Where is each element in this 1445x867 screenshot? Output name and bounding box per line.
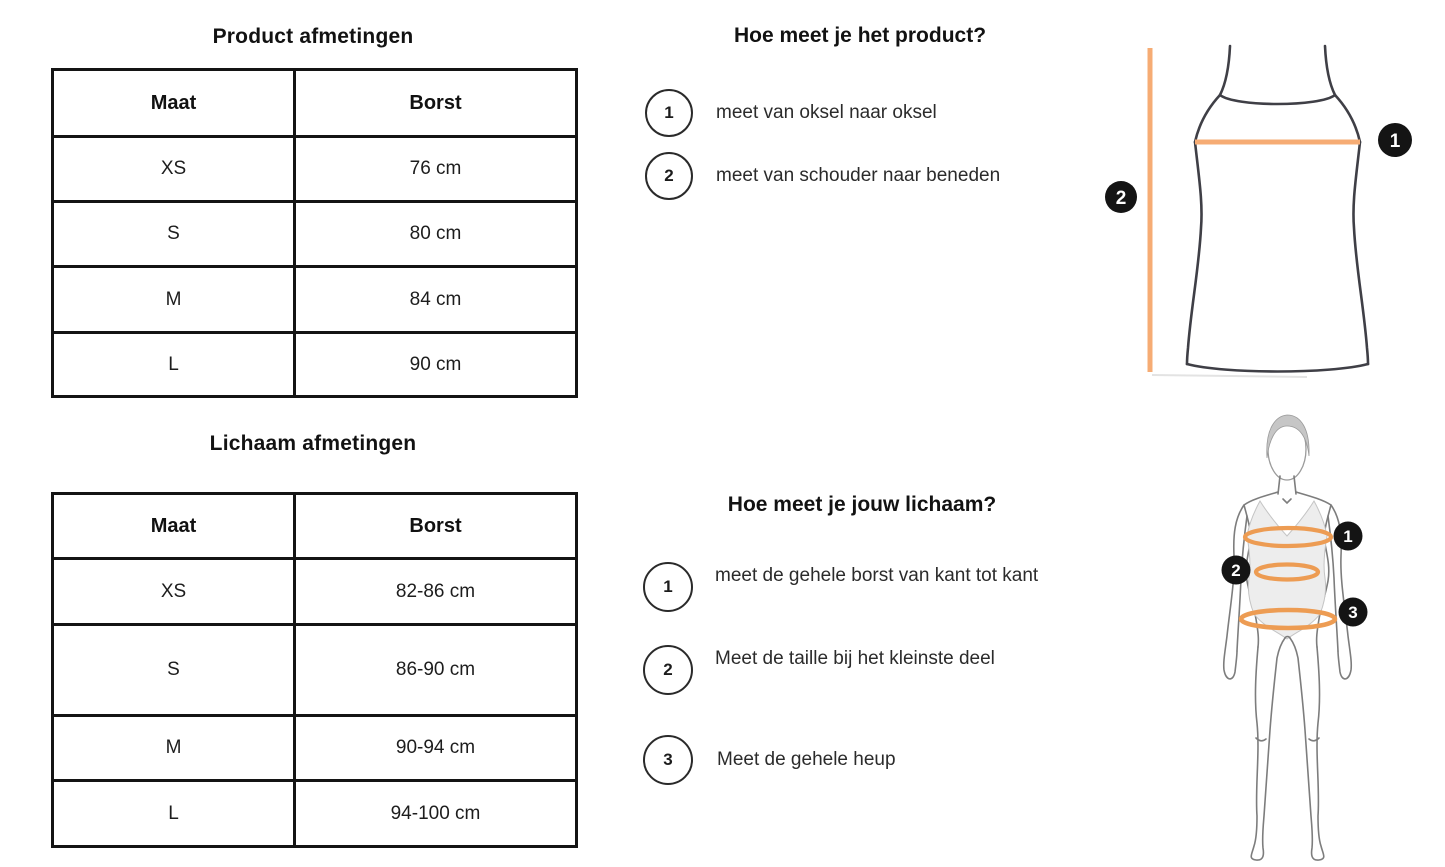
baseline bbox=[1152, 375, 1307, 377]
badge-3 bbox=[1339, 598, 1368, 627]
tank-right-side bbox=[1353, 142, 1368, 364]
size-cell: XS bbox=[53, 137, 295, 202]
figure-right-leg bbox=[1290, 638, 1324, 860]
measure-cell: 86-90 cm bbox=[295, 625, 577, 716]
body-figure-illustration bbox=[1180, 408, 1415, 863]
badge-1-number: 1 bbox=[1343, 527, 1353, 546]
badge-2 bbox=[1105, 181, 1137, 213]
product-guide-title: Hoe meet je het product? bbox=[733, 24, 987, 47]
step-number: 3 bbox=[663, 750, 673, 769]
step-number: 1 bbox=[663, 577, 673, 596]
size-cell: S bbox=[53, 625, 295, 716]
table-row bbox=[53, 716, 577, 781]
measure-cell: 94-100 cm bbox=[295, 781, 577, 847]
tank-left-armhole bbox=[1195, 95, 1220, 142]
tank-left-side bbox=[1187, 142, 1202, 364]
table-row bbox=[53, 137, 577, 202]
measure-cell: 76 cm bbox=[295, 137, 577, 202]
table-row bbox=[53, 267, 577, 333]
body-step-3-text: Meet de gehele heup bbox=[717, 749, 896, 770]
size-cell: M bbox=[53, 267, 295, 333]
body-step-3-circle bbox=[643, 735, 693, 785]
badge-2-number: 2 bbox=[1231, 561, 1241, 580]
body-step-2-text: Meet de taille bij het kleinste deel bbox=[715, 648, 995, 669]
table-row bbox=[53, 202, 577, 267]
column-header-borst: Borst bbox=[295, 70, 577, 137]
figure-collarbone bbox=[1283, 499, 1291, 503]
table-row bbox=[53, 625, 577, 716]
badge-3-number: 3 bbox=[1348, 603, 1358, 622]
badge-1-number: 1 bbox=[1389, 131, 1401, 152]
badge-1 bbox=[1334, 522, 1363, 551]
product-size-table bbox=[51, 68, 578, 398]
body-step-1-text: meet de gehele borst van kant tot kant bbox=[715, 565, 1039, 586]
product-step-1-circle bbox=[645, 89, 693, 137]
column-header-maat: Maat bbox=[53, 70, 295, 137]
size-cell: L bbox=[53, 781, 295, 847]
step-number: 2 bbox=[664, 166, 674, 185]
column-header-borst: Borst bbox=[295, 494, 577, 559]
tank-right-strap bbox=[1325, 46, 1335, 95]
measure-cell: 90-94 cm bbox=[295, 716, 577, 781]
body-table-title: Lichaam afmetingen bbox=[209, 432, 417, 455]
size-cell: M bbox=[53, 716, 295, 781]
product-step-2-circle bbox=[645, 152, 693, 200]
tank-left-strap bbox=[1220, 46, 1230, 95]
table-row bbox=[53, 781, 577, 847]
column-header-maat: Maat bbox=[53, 494, 295, 559]
product-table-title: Product afmetingen bbox=[212, 25, 414, 48]
size-cell: XS bbox=[53, 559, 295, 625]
table-header-row bbox=[53, 70, 577, 137]
body-size-table bbox=[51, 492, 578, 848]
badge-2-number: 2 bbox=[1115, 188, 1127, 209]
measure-cell: 82-86 cm bbox=[295, 559, 577, 625]
tank-neckline bbox=[1220, 95, 1335, 104]
tank-top-illustration bbox=[1095, 28, 1425, 388]
size-cell: S bbox=[53, 202, 295, 267]
measure-cell: 90 cm bbox=[295, 333, 577, 397]
figure-left-leg bbox=[1251, 638, 1285, 860]
product-step-2-text: meet van schouder naar beneden bbox=[716, 165, 1001, 186]
tank-hem bbox=[1187, 364, 1368, 372]
measure-cell: 84 cm bbox=[295, 267, 577, 333]
badge-1 bbox=[1378, 123, 1412, 157]
measure-cell: 80 cm bbox=[295, 202, 577, 267]
step-number: 1 bbox=[664, 103, 674, 122]
body-guide-title: Hoe meet je jouw lichaam? bbox=[727, 493, 997, 516]
body-step-2-circle bbox=[643, 645, 693, 695]
size-cell: L bbox=[53, 333, 295, 397]
table-row bbox=[53, 333, 577, 397]
body-step-1-circle bbox=[643, 562, 693, 612]
product-step-1-text: meet van oksel naar oksel bbox=[716, 102, 937, 123]
step-number: 2 bbox=[663, 660, 673, 679]
table-row bbox=[53, 559, 577, 625]
badge-2 bbox=[1222, 556, 1251, 585]
table-header-row bbox=[53, 494, 577, 559]
tank-right-armhole bbox=[1335, 95, 1360, 142]
